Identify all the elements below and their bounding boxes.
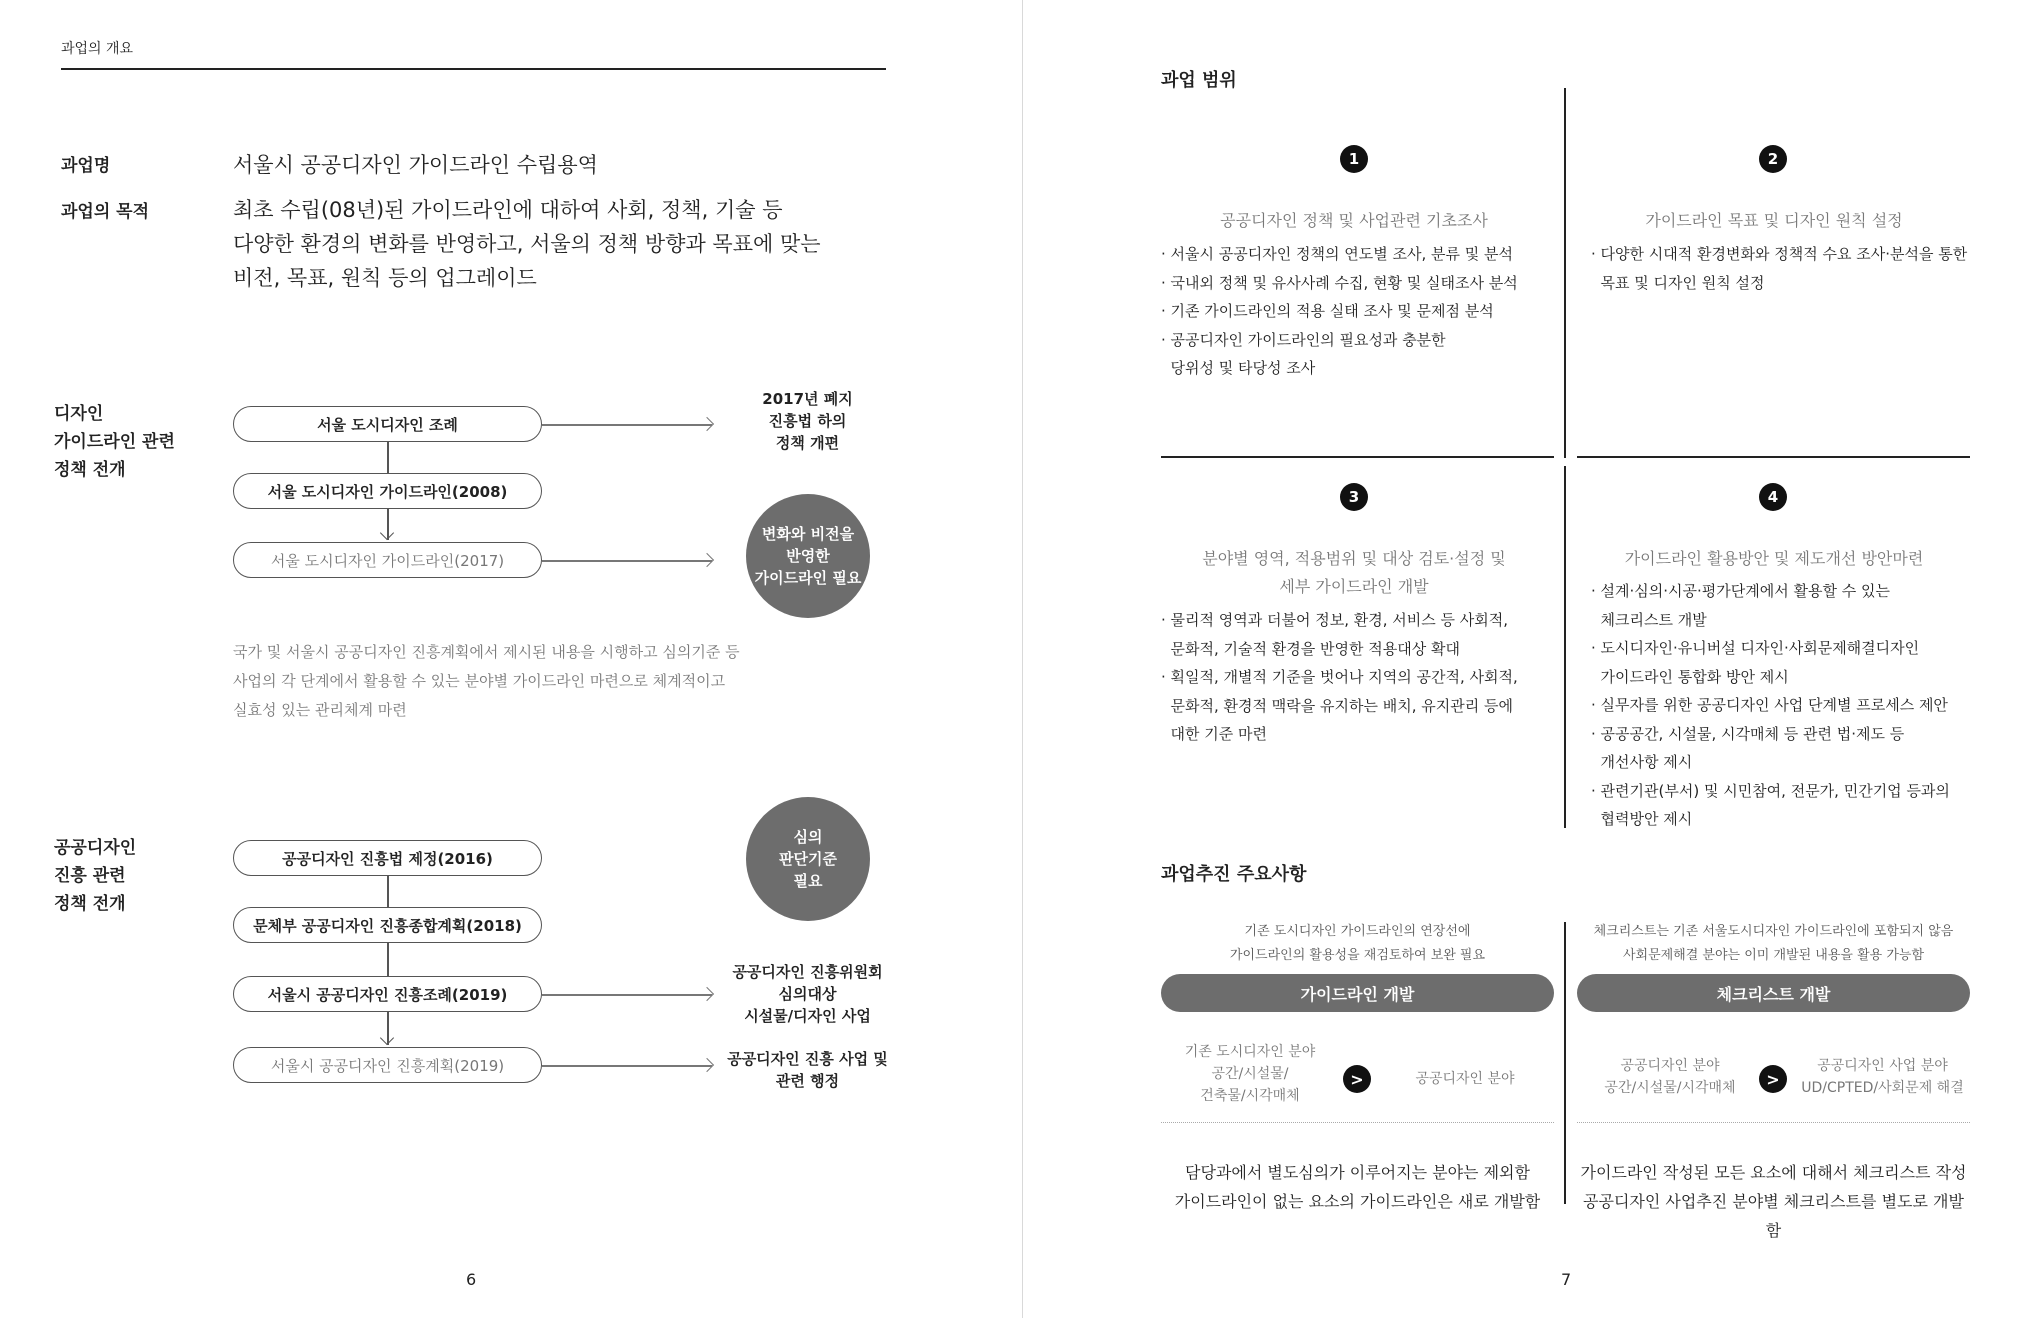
- note-line: 정책 개편: [775, 434, 840, 452]
- arrow-line: [542, 1065, 712, 1067]
- section-header: 과업의 개요: [61, 41, 134, 57]
- conclusion-line: 가이드라인 작성된 모든 요소에 대해서 체크리스트 작성: [1580, 1163, 1967, 1182]
- purpose-line: 최초 수립(08년)된 가이드라인에 대하여 사회, 정책, 기술 등: [233, 198, 783, 222]
- quadrant-item: · 다양한 시대적 환경변화와 정책적 수요 조사·분석을 통한: [1591, 245, 1968, 263]
- quadrant-title: 공공디자인 정책 및 사업관련 기초조사: [1220, 211, 1488, 230]
- quadrant-item: · 기존 가이드라인의 적용 실태 조사 및 문제점 분석: [1161, 302, 1494, 320]
- policy-pill-guideline-2008: 서울 도시디자인 가이드라인(2008): [233, 473, 542, 509]
- connector-line: [387, 876, 389, 907]
- page-gutter: [1022, 0, 1023, 1318]
- flow-line: 기존 도시디자인 분야: [1184, 1044, 1316, 1060]
- dotted-divider: [1577, 1122, 1970, 1123]
- quadrant-item: · 관련기관(부서) 및 시민참여, 전문가, 민간기업 등과의: [1591, 781, 1950, 800]
- label-line: 가이드라인 관련: [54, 432, 175, 452]
- left-page: [0, 0, 1020, 1318]
- quadrant-number-badge: 1: [1340, 145, 1368, 173]
- policy-note: [730, 388, 885, 454]
- promo-pill-law: 공공디자인 진흥법 제정(2016): [233, 840, 542, 876]
- arrow-line: [542, 424, 712, 426]
- right-page: [1025, 0, 2041, 1318]
- key-divider-vertical: [1564, 922, 1566, 1204]
- arrow-right-icon: [700, 417, 714, 431]
- label-line: 정책 전개: [54, 460, 126, 480]
- flow-to: 공공디자인 분야: [1415, 1071, 1515, 1087]
- dotted-divider: [1161, 1122, 1554, 1123]
- promo-pill-plan: 서울시 공공디자인 진흥계획(2019): [233, 1047, 542, 1083]
- desc-line: 실효성 있는 관리체계 마련: [233, 701, 407, 719]
- quadrant-item: · 물리적 영역과 더불어 정보, 환경, 서비스 등 사회적,: [1161, 611, 1509, 629]
- arrow-down-icon: [380, 526, 394, 540]
- promo-note-admin: [720, 1048, 895, 1092]
- page-number: 7: [1561, 1270, 1572, 1289]
- purpose-label: 과업의 목적: [61, 202, 150, 222]
- quadrant-item: · 국내외 정책 및 유사사례 수집, 현황 및 실태조사 분석: [1161, 273, 1518, 292]
- scope-title: 과업 범위: [1161, 70, 1237, 91]
- key-items-title: 과업추진 주요사항: [1161, 864, 1307, 885]
- policy-description: [233, 638, 740, 725]
- arrow-line: [542, 994, 712, 996]
- quadrant-item: 당위성 및 타당성 조사: [1161, 359, 1316, 377]
- quadrant-item: · 공공디자인 가이드라인의 필요성과 충분한: [1161, 330, 1446, 349]
- chevron-right-icon: >: [1759, 1065, 1787, 1093]
- promo-note-committee: [720, 961, 895, 1027]
- quadrant-item: · 실무자를 위한 공공디자인 사업 단계별 프로세스 제안: [1591, 696, 1948, 714]
- header-rule: [61, 68, 886, 70]
- guideline-development-bar: 가이드라인 개발: [1161, 974, 1554, 1012]
- quadrant-item: 문화적, 기술적 환경을 반영한 적용대상 확대: [1161, 639, 1460, 658]
- intro-line: 사회문제해결 분야는 이미 개발된 내용을 활용 가능함: [1622, 948, 1925, 963]
- flow-line: 공공디자인 분야: [1620, 1058, 1720, 1074]
- quadrant-items: [1591, 240, 1967, 297]
- flow-from: [1175, 1041, 1325, 1107]
- flow-line: UD/CPTED/사회문제 해결: [1801, 1080, 1964, 1096]
- intro-line: 가이드라인의 활용성을 재검토하여 보완 필요: [1229, 948, 1486, 963]
- title-line: 분야별 영역, 적용범위 및 대상 검토·설정 및: [1202, 549, 1506, 568]
- quadrant-item: · 도시디자인·유니버설 디자인·사회문제해결디자인: [1591, 639, 1920, 657]
- key-conclusion: [1577, 1158, 1970, 1245]
- arrow-right-icon: [700, 1058, 714, 1072]
- connector-line: [387, 943, 389, 976]
- note-line: 공공디자인 진흥 사업 및: [727, 1050, 888, 1068]
- flow-from: [1590, 1055, 1750, 1099]
- label-line: 디자인: [54, 404, 104, 424]
- purpose-line: 다양한 환경의 변화를 반영하고, 서울의 정책 방향과 목표에 맞는: [233, 232, 821, 256]
- conclusion-line: 담당과에서 별도심의가 이루어지는 분야는 제외함: [1185, 1163, 1530, 1182]
- key-intro: [1161, 920, 1554, 968]
- note-line: 2017년 폐지: [762, 390, 853, 408]
- conclusion-line: 공공디자인 사업추진 분야별 체크리스트를 별도로 개발함: [1583, 1192, 1964, 1240]
- flow-line: 공간/시설물/: [1211, 1066, 1289, 1082]
- circle-line: 변화와 비전을: [761, 525, 855, 543]
- quadrant-item: · 설계·심의·시공·평가단계에서 활용할 수 있는: [1591, 582, 1890, 600]
- quadrant-number-badge: 3: [1340, 483, 1368, 511]
- arrow-line: [542, 560, 712, 562]
- flow-line: 공간/시설물/시각매체: [1604, 1080, 1736, 1096]
- circle-line: 심의: [793, 828, 823, 846]
- quadrant-title: 가이드라인 활용방안 및 제도개선 방안마련: [1624, 549, 1924, 568]
- checklist-development-bar: 체크리스트 개발: [1577, 974, 1970, 1012]
- note-line: 진흥법 하의: [768, 412, 847, 430]
- policy-pill-ordinance: 서울 도시디자인 조례: [233, 406, 542, 442]
- note-line: 관련 행정: [775, 1072, 840, 1090]
- quadrant-item: 체크리스트 개발: [1591, 610, 1707, 629]
- circle-line: 판단기준: [779, 850, 837, 868]
- flow-line: 건축물/시각매체: [1200, 1088, 1300, 1104]
- quadrant-item: 문화적, 환경적 맥락을 유지하는 배치, 유지관리 등에: [1161, 696, 1513, 715]
- conclusion-line: 가이드라인이 없는 요소의 가이드라인은 새로 개발함: [1174, 1192, 1541, 1211]
- policy-section-label: [54, 400, 175, 484]
- flow-to: [1795, 1055, 1970, 1099]
- quadrant-item: · 서울시 공공디자인 정책의 연도별 조사, 분류 및 분석: [1161, 245, 1513, 263]
- quadrant-item: · 공공공간, 시설물, 시각매체 등 관련 법·제도 등: [1591, 724, 1905, 743]
- circle-line: 반영한: [786, 547, 830, 565]
- purpose-text: [233, 193, 821, 295]
- note-line: 시설물/디자인 사업: [744, 1007, 871, 1025]
- note-line: 공공디자인 진흥위원회: [732, 963, 883, 981]
- quadrant-item: · 획일적, 개별적 기준을 벗어나 지역의 공간적, 사회적,: [1161, 668, 1518, 686]
- grid-divider-horizontal: [1577, 456, 1970, 458]
- promo-circle: [746, 797, 870, 921]
- desc-line: 사업의 각 단계에서 활용할 수 있는 분야별 가이드라인 마련으로 체계적이고: [233, 672, 726, 690]
- circle-line: 가이드라인 필요: [754, 569, 862, 587]
- quadrant-title: [1161, 545, 1547, 601]
- key-conclusion: [1161, 1158, 1554, 1216]
- quadrant-items: [1161, 240, 1518, 383]
- quadrant-number-badge: 4: [1759, 483, 1787, 511]
- project-name: 서울시 공공디자인 가이드라인 수립용역: [233, 153, 598, 177]
- grid-divider-vertical: [1564, 466, 1566, 828]
- promo-section-label: [54, 834, 136, 918]
- label-line: 진흥 관련: [54, 866, 126, 886]
- promo-pill-master-plan: 문체부 공공디자인 진흥종합계획(2018): [233, 907, 542, 943]
- arrow-right-icon: [700, 553, 714, 567]
- promo-pill-ordinance: 서울시 공공디자인 진흥조례(2019): [233, 976, 542, 1012]
- arrow-right-icon: [700, 987, 714, 1001]
- title-line: 세부 가이드라인 개발: [1279, 577, 1429, 596]
- circle-line: 필요: [793, 872, 823, 890]
- quadrant-items: [1161, 606, 1518, 749]
- quadrant-item: 목표 및 디자인 원칙 설정: [1591, 273, 1765, 292]
- quadrant-item: 협력방안 제시: [1591, 810, 1693, 828]
- note-line: 심의대상: [778, 985, 837, 1003]
- quadrant-items: [1591, 577, 1950, 834]
- quadrant-item: 대한 기준 마련: [1161, 725, 1268, 743]
- quadrant-title: 가이드라인 목표 및 디자인 원칙 설정: [1645, 211, 1903, 230]
- quadrant-item: 가이드라인 통합화 방안 제시: [1591, 667, 1789, 686]
- quadrant-item: 개선사항 제시: [1591, 753, 1693, 771]
- chevron-right-icon: >: [1343, 1065, 1371, 1093]
- desc-line: 국가 및 서울시 공공디자인 진흥계획에서 제시된 내용을 시행하고 심의기준 등: [233, 643, 740, 661]
- intro-line: 기존 도시디자인 가이드라인의 연장선에: [1244, 924, 1471, 939]
- label-line: 공공디자인: [54, 838, 137, 858]
- label-line: 정책 전개: [54, 894, 126, 914]
- grid-divider-vertical: [1564, 88, 1566, 458]
- key-intro: [1577, 920, 1970, 968]
- flow-line: 공공디자인 사업 분야: [1817, 1058, 1948, 1074]
- policy-circle: [746, 494, 870, 618]
- page-number: 6: [466, 1270, 477, 1289]
- quadrant-number-badge: 2: [1759, 145, 1787, 173]
- purpose-line: 비전, 목표, 원칙 등의 업그레이드: [233, 266, 537, 290]
- connector-line: [387, 442, 389, 473]
- policy-pill-guideline-2017: 서울 도시디자인 가이드라인(2017): [233, 542, 542, 578]
- arrow-down-icon: [380, 1031, 394, 1045]
- grid-divider-horizontal: [1161, 456, 1554, 458]
- intro-line: 체크리스트는 기존 서울도시디자인 가이드라인에 포함되지 않음: [1593, 924, 1954, 939]
- project-name-label: 과업명: [61, 156, 111, 176]
